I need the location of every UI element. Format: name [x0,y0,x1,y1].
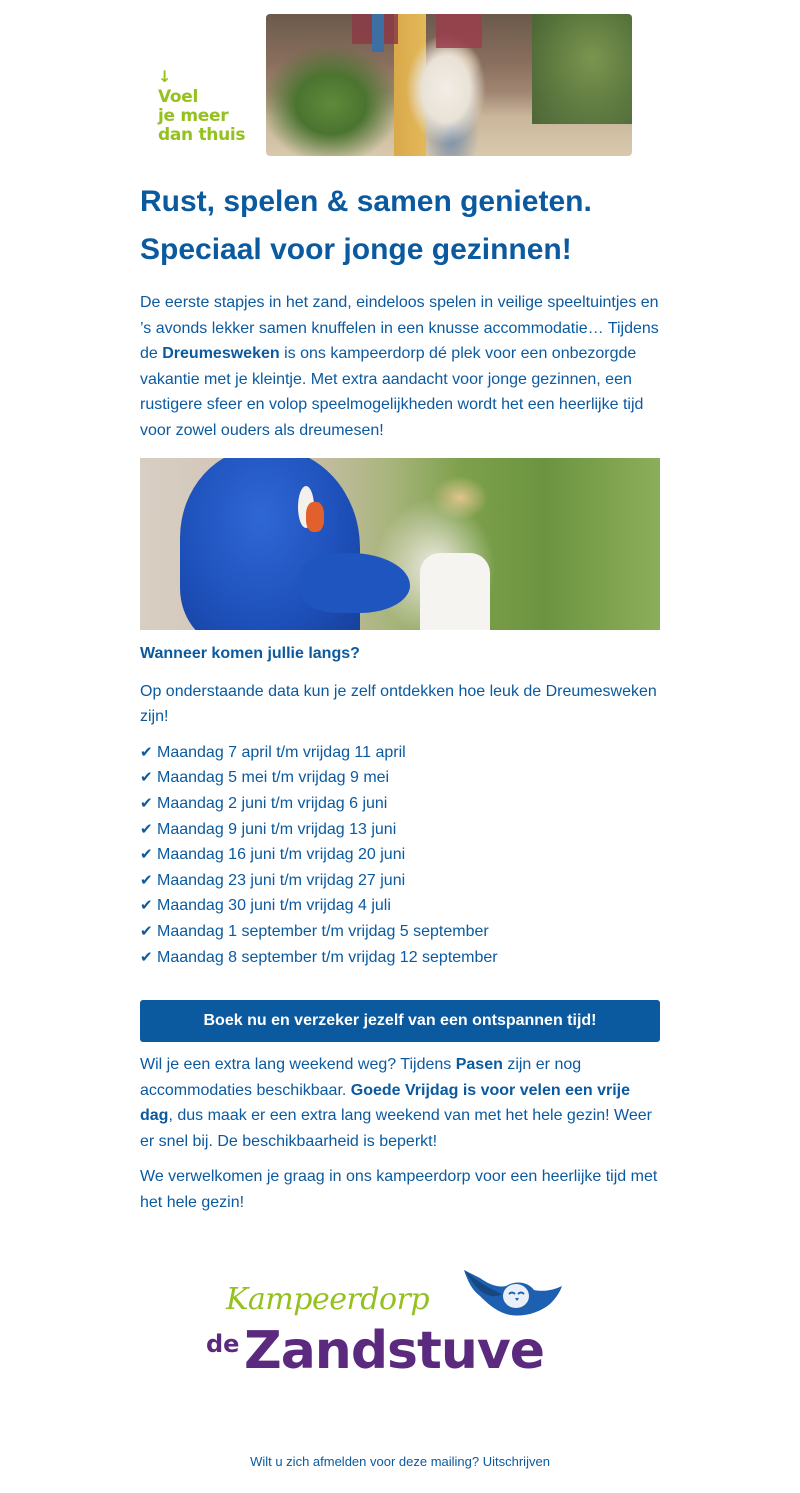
intro-paragraph [140,290,660,444]
date-text: Maandag 16 juni t/m vrijdag 20 juni [157,846,406,864]
checkmark-icon: ✔ [140,820,153,838]
easter-text-1: Wil je een extra lang weekend weg? Tijdens [140,1056,456,1074]
date-text: Maandag 30 juni t/m vrijdag 4 juli [157,897,391,915]
unsubscribe-link[interactable]: Uitschrijven [482,1453,550,1469]
list-item [140,893,660,919]
intro-text-2: is ons kampeerdorp dé plek voor een onbezorgde vakantie met je kleintje. Met extra aandacht voor jonge gezinnen, een rustigere sfeer en volop speelmogelijkheden wordt het een heerlijke tijd voor zowel ouders als dreumesen! [140,345,644,439]
playground-blue-post [372,14,384,52]
title-line-1: Rust, spelen & samen genieten. [140,185,592,218]
checkmark-icon: ✔ [140,794,153,812]
logo-kampeerdorp: Kampeerdorp [226,1281,430,1317]
tagline-line-2: je meer [158,106,229,126]
section-heading-when: Wanneer komen jullie langs? [140,644,360,662]
tagline [158,68,245,145]
checkmark-icon: ✔ [140,948,153,966]
easter-text-2: zijn er nog accommodaties beschikbaar. [140,1056,582,1099]
easter-bold-goede-vrijdag: Goede Vrijdag is voor velen een vrije dag [140,1081,631,1125]
easter-text-3: , dus maak er een extra lang weekend van met het hele gezin! Weer er snel bij. De beschikbaarheid is beperkt! [140,1107,652,1150]
date-text: Maandag 23 juni t/m vrijdag 27 juni [157,871,406,889]
background-trees [532,14,632,124]
intro-bold-dreumesweken: Dreumesweken [162,345,280,363]
image-owl-mascot-family [140,458,660,630]
checkmark-icon: ✔ [140,871,153,889]
list-item [140,740,660,766]
tagline-line-3: dan thuis [158,125,246,145]
welcome-paragraph: We verwelkomen je graag in ons kampeerdorp voor een heerlijke tijd met het hele gezin! [140,1168,658,1212]
date-text: Maandag 1 september t/m vrijdag 5 september [157,922,489,940]
header-banner [140,14,660,160]
owl-logo-icon [458,1268,564,1330]
easter-bold-pasen: Pasen [455,1056,503,1074]
date-text: Maandag 2 juni t/m vrijdag 6 juni [157,794,388,812]
date-text: Maandag 7 april t/m vrijdag 11 april [157,743,406,761]
owl-mascot-wing [300,553,410,613]
list-item [140,842,660,868]
checkmark-icon: ✔ [140,897,153,915]
date-text: Maandag 9 juni t/m vrijdag 13 juni [157,820,397,838]
tagline-line-1: Voel [158,87,199,107]
dates-list [140,740,660,970]
date-text: Maandag 8 september t/m vrijdag 12 september [157,948,498,966]
list-item [140,919,660,945]
easter-paragraph [140,1052,660,1154]
intro-text-1: De eerste stapjes in het zand, eindeloos spelen in veilige speeltuintjes en ’s avonds lekker samen knuffelen in een knusse accommodatie… Tijdens de [140,294,659,363]
list-item [140,791,660,817]
mother-shirt [420,553,490,630]
when-subtext: Op onderstaande data kun je zelf ontdekken hoe leuk de Dreumesweken zijn! [140,682,657,726]
logo-prefix-de: de [206,1329,240,1358]
title-line-2: Speciaal voor jonge gezinnen! [140,233,572,266]
page-title [140,178,660,274]
unsubscribe-prompt: Wilt u zich afmelden voor deze mailing? [250,1453,483,1469]
checkmark-icon: ✔ [140,769,153,787]
brand-logo [204,1268,596,1388]
checkmark-icon: ✔ [140,743,153,761]
list-item [140,868,660,894]
playground-red-panel-2 [436,14,482,48]
checkmark-icon: ✔ [140,846,153,864]
logo-zandstuve: Zandstuve [244,1320,545,1381]
list-item [140,817,660,843]
list-item [140,765,660,791]
list-item [140,945,660,971]
owl-mascot-beak [306,502,324,532]
email-container [140,0,660,1470]
book-now-button[interactable]: Boek nu en verzeker jezelf van een ontspannen tijd! [140,1000,660,1042]
checkmark-icon: ✔ [140,922,153,940]
hero-image-family-hug [266,14,632,156]
footer [140,1454,660,1470]
date-text: Maandag 5 mei t/m vrijdag 9 mei [157,769,390,787]
arrow-down-icon: ↓ [158,67,172,86]
